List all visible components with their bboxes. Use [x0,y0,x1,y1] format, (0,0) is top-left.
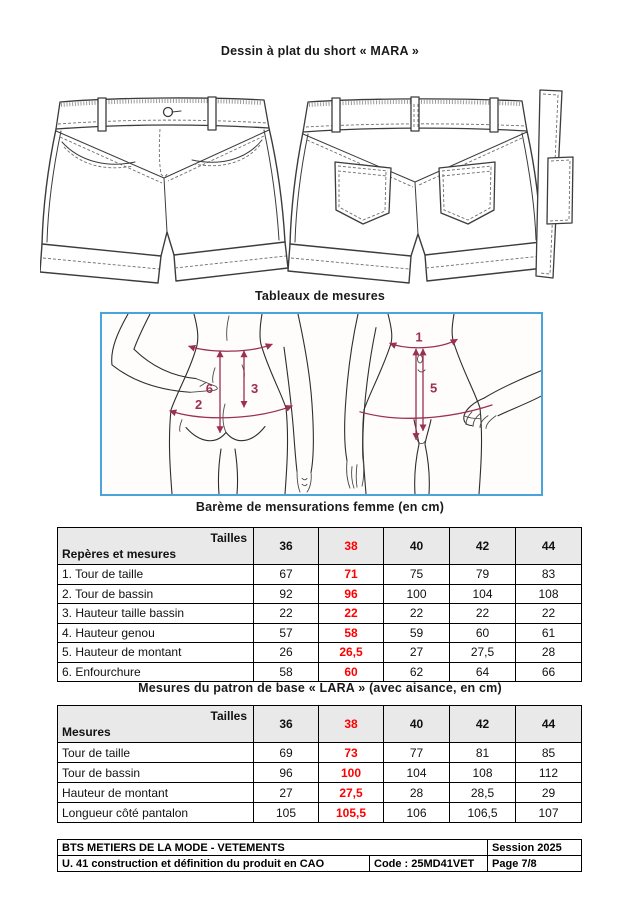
row-label-cell: 2. Tour de bassin [58,584,254,604]
size-header-cell: 38 [319,528,384,565]
row-label-cell: 6. Enfourchure [58,662,254,682]
value-cell: 22 [254,604,319,624]
value-cell: 81 [450,743,516,763]
value-cell: 60 [450,623,516,643]
figure-back-view [112,314,314,494]
value-cell: 27,5 [319,783,384,803]
value-cell: 28,5 [450,783,516,803]
size-header-cell: 42 [450,706,516,743]
row-label-cell: 3. Hauteur taille bassin [58,604,254,624]
table-row [58,643,582,663]
footer-exam-title: BTS METIERS DE LA MODE - VETEMENTS [58,840,488,856]
row-label-cell: Longueur côté pantalon [58,803,254,823]
value-cell: 85 [516,743,582,763]
value-cell: 27 [254,783,319,803]
measure-label-1: 1 [415,329,423,345]
table-row [58,743,582,763]
shorts-back-drawing [288,97,544,283]
footer-row-2 [58,856,582,872]
value-cell: 105 [254,803,319,823]
value-cell: 67 [254,565,319,585]
measurement-table-bareme [57,527,582,682]
section-heading-measures: Tableaux de mesures [254,289,385,303]
value-cell: 58 [319,623,384,643]
size-header-cell: 36 [254,706,319,743]
value-cell: 106,5 [450,803,516,823]
corner-header-cell [58,706,254,743]
value-cell: 22 [516,604,582,624]
value-cell: 69 [254,743,319,763]
shorts-front-drawing [40,97,288,283]
size-header-cell: 40 [384,706,450,743]
table-row [58,803,582,823]
value-cell: 26,5 [319,643,384,663]
table-row [58,604,582,624]
table2-heading: Mesures du patron de base « LARA » (avec aisance, en cm) [138,681,502,695]
value-cell: 96 [254,763,319,783]
measure-label-3: 3 [250,381,259,397]
value-cell: 92 [254,584,319,604]
value-cell: 57 [254,623,319,643]
corner-header-cell [58,528,254,565]
value-cell: 59 [384,623,450,643]
value-cell: 104 [384,763,450,783]
value-cell: 66 [516,662,582,682]
size-header-cell: 42 [450,528,516,565]
value-cell: 96 [319,584,384,604]
size-header-cell: 40 [384,528,450,565]
value-cell: 112 [516,763,582,783]
measurement-figure-box [100,312,543,496]
corner-bottom-label: Mesures [62,725,111,739]
value-cell: 100 [384,584,450,604]
value-cell: 62 [384,662,450,682]
value-cell: 22 [450,604,516,624]
table-row [58,662,582,682]
value-cell: 73 [319,743,384,763]
table-row [58,763,582,783]
value-cell: 77 [384,743,450,763]
shorts-flat-drawing [40,82,585,290]
value-cell: 22 [384,604,450,624]
corner-bottom-label: Repères et mesures [62,547,177,561]
measurement-table-lara [57,705,582,823]
row-label-cell: Tour de bassin [58,763,254,783]
value-cell: 75 [384,565,450,585]
value-cell: 26 [254,643,319,663]
table-row [58,565,582,585]
row-label-cell: 1. Tour de taille [58,565,254,585]
value-cell: 79 [450,565,516,585]
table1-heading: Barème de mensurations femme (en cm) [195,500,445,514]
row-label-cell: Tour de taille [58,743,254,763]
value-cell: 60 [319,662,384,682]
belt-drawing [536,90,573,278]
footer-unit: U. 41 construction et définition du produit en CAO [58,856,370,872]
row-label-cell: Hauteur de montant [58,783,254,803]
value-cell: 22 [319,604,384,624]
measure-label-6: 6 [205,381,213,397]
value-cell: 108 [516,584,582,604]
measure-label-5: 5 [430,380,438,396]
footer-code: Code : 25MD41VET [370,856,488,872]
measure-label-2: 2 [195,397,203,412]
page-title: Dessin à plat du short « MARA » [220,44,420,58]
value-cell: 105,5 [319,803,384,823]
value-cell: 28 [516,643,582,663]
figure-front-view [345,314,541,494]
footer-row-1 [58,840,582,856]
value-cell: 27 [384,643,450,663]
footer-cartouche [57,839,582,872]
corner-top-label: Tailles [210,709,247,723]
size-header-cell: 36 [254,528,319,565]
corner-top-label: Tailles [210,531,247,545]
value-cell: 58 [254,662,319,682]
size-header-cell: 44 [516,528,582,565]
value-cell: 108 [450,763,516,783]
row-label-cell: 5. Hauteur de montant [58,643,254,663]
row-label-cell: 4. Hauteur genou [58,623,254,643]
table-row [58,584,582,604]
table-row [58,623,582,643]
table-header-row [58,528,582,565]
value-cell: 107 [516,803,582,823]
value-cell: 100 [319,763,384,783]
value-cell: 106 [384,803,450,823]
value-cell: 83 [516,565,582,585]
value-cell: 61 [516,623,582,643]
table-header-row [58,706,582,743]
footer-page-number: Page 7/8 [488,856,582,872]
value-cell: 64 [450,662,516,682]
value-cell: 28 [384,783,450,803]
size-header-cell: 38 [319,706,384,743]
value-cell: 71 [319,565,384,585]
value-cell: 27,5 [450,643,516,663]
value-cell: 104 [450,584,516,604]
table-row [58,783,582,803]
size-header-cell: 44 [516,706,582,743]
footer-session: Session 2025 [488,840,582,856]
measurement-lines [170,330,492,440]
value-cell: 29 [516,783,582,803]
body-measurement-figure [102,314,541,494]
